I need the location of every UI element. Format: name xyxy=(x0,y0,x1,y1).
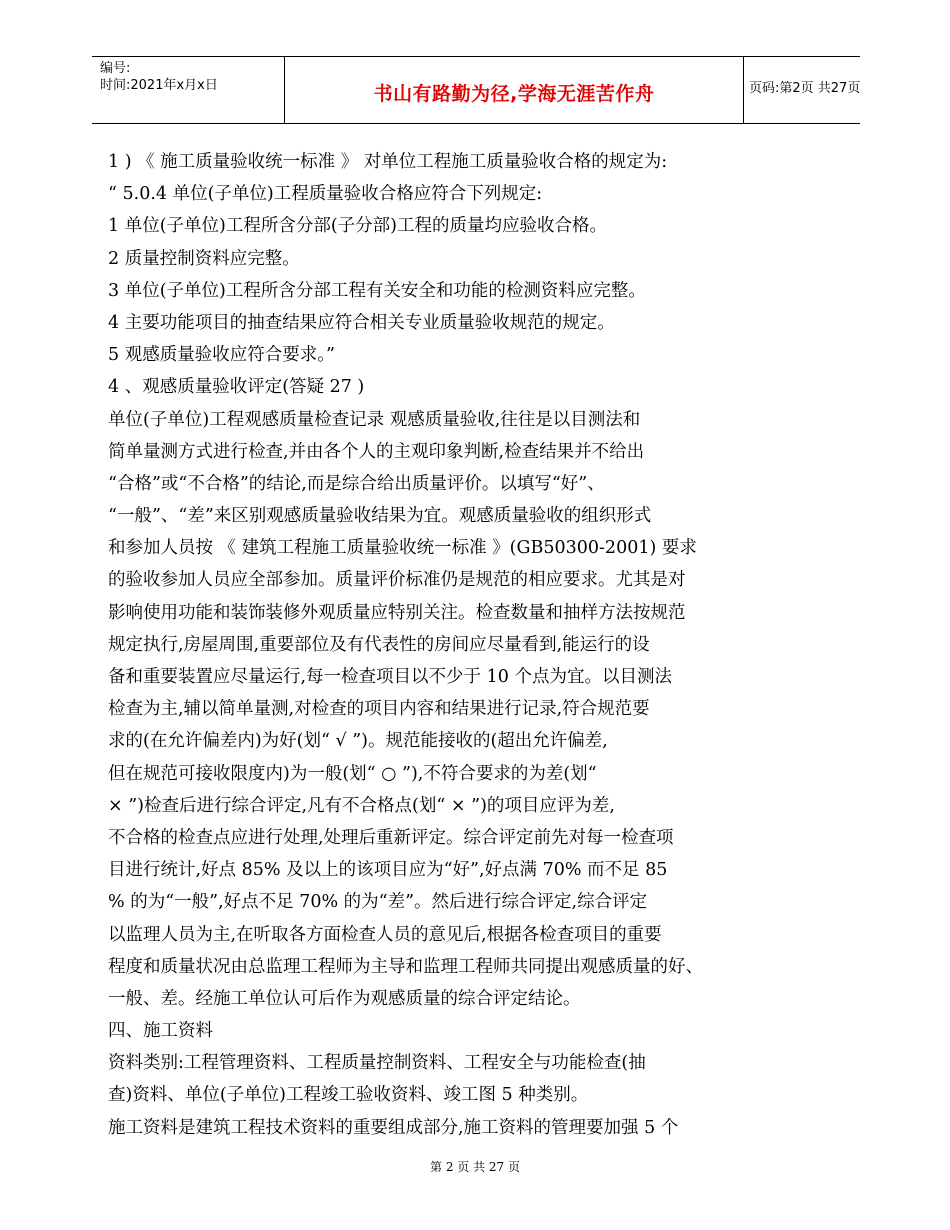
text-line: 4 、观感质量验收评定(答疑 27 ) xyxy=(108,377,365,398)
text-line: “一般”、“差”来区别观感质量验收结果为宜。观感质量验收的组织形式 xyxy=(108,506,652,527)
text-line: 2 质量控制资料应完整。 xyxy=(108,248,300,269)
text-line: 四、施工资料 xyxy=(108,1021,213,1042)
text-line: × ”)检查后进行综合评定,凡有不合格点(划“ × ”)的项目应评为差, xyxy=(108,795,615,816)
text-line: 备和重要装置应尽量运行,每一检查项目以不少于 10 个点为宜。以目测法 xyxy=(108,667,672,687)
text-line: 但在规范可接收限度内)为一般(划“ ○ ”),不符合要求的为差(划“ xyxy=(108,763,597,784)
text-line: 单位(子单位)工程观感质量检查记录 观感质量验收,往往是以目测法和 xyxy=(108,409,641,430)
text-line: 简单量测方式进行检查,并由各个人的主观印象判断,检查结果并不给出 xyxy=(108,441,645,462)
text-line: 目进行统计,好点 85% 及以上的该项目应为“好”,好点满 70% 而不足 85 xyxy=(108,860,668,881)
header-motto: 书山有路勤为径,学海无涯苦作舟 xyxy=(373,83,655,105)
header-meta xyxy=(92,57,284,123)
header-page-cell xyxy=(743,57,860,123)
document-time-label: 时间:2021年x月x日 xyxy=(100,78,218,93)
text-line: 3 单位(子单位)工程所含分部工程有关安全和功能的检测资料应完整。 xyxy=(108,280,646,301)
page-footer: 第 2 页 共 27 页 xyxy=(430,1160,520,1174)
text-line: “合格”或“不合格”的结论,而是综合给出质量评价。以填写“好”、 xyxy=(108,473,605,494)
document-body xyxy=(108,146,852,1144)
text-line: 的验收参加人员应全部参加。质量评价标准仍是规范的相应要求。尤其是对 xyxy=(108,570,686,591)
text-line: % 的为“一般”,好点不足 70% 的为“差”。然后进行综合评定,综合评定 xyxy=(108,892,648,913)
text-line: 资料类别:工程管理资料、工程质量控制资料、工程安全与功能检查(抽 xyxy=(108,1053,646,1074)
text-line: 规定执行,房屋周围,重要部位及有代表性的房间应尽量看到,能运行的设 xyxy=(108,634,650,655)
page-header xyxy=(92,56,860,124)
text-line: 检查为主,辅以简单量测,对检查的项目内容和结果进行记录,符合规范要 xyxy=(108,699,650,720)
text-line: 5 观感质量验收应符合要求。” xyxy=(108,345,335,366)
text-line: 程度和质量状况由总监理工程师为主导和监理工程师共同提出观感质量的好、 xyxy=(108,956,703,977)
header-page-info: 页码:第2页 共27页 xyxy=(749,81,861,96)
document-number-label: 编号: xyxy=(100,61,131,76)
text-line: 以监理人员为主,在听取各方面检查人员的意见后,根据各检查项目的重要 xyxy=(108,924,662,945)
header-motto-cell xyxy=(284,57,744,123)
text-line: 1 单位(子单位)工程所含分部(子分部)工程的质量均应验收合格。 xyxy=(108,216,608,237)
text-line: 影响使用功能和装饰装修外观质量应特别关注。检查数量和抽样方法按规范 xyxy=(108,602,686,623)
text-line: “ 5.0.4 单位(子单位)工程质量验收合格应符合下列规定: xyxy=(108,184,543,205)
text-line: 不合格的检查点应进行处理,处理后重新评定。综合评定前先对每一检查项 xyxy=(108,827,674,848)
text-line: 4 主要功能项目的抽查结果应符合相关专业质量验收规范的规定。 xyxy=(108,312,615,333)
text-line: 1 ) 《 施工质量验收统一标准 》 对单位工程施工质量验收合格的规定为: xyxy=(108,152,668,172)
text-line: 施工资料是建筑工程技术资料的重要组成部分,施工资料的管理要加强 5 个 xyxy=(108,1117,679,1138)
text-line: 和参加人员按 《 建筑工程施工质量验收统一标准 》(GB50300-2001) 要求 xyxy=(108,538,697,559)
text-line: 查)资料、单位(子单位)工程竣工验收资料、竣工图 5 种类别。 xyxy=(108,1085,589,1106)
text-line: 一般、差。经施工单位认可后作为观感质量的综合评定结论。 xyxy=(108,988,581,1009)
text-line: 求的(在允许偏差内)为好(划“ √ ”)。规范能接收的(超出允许偏差, xyxy=(108,731,608,752)
